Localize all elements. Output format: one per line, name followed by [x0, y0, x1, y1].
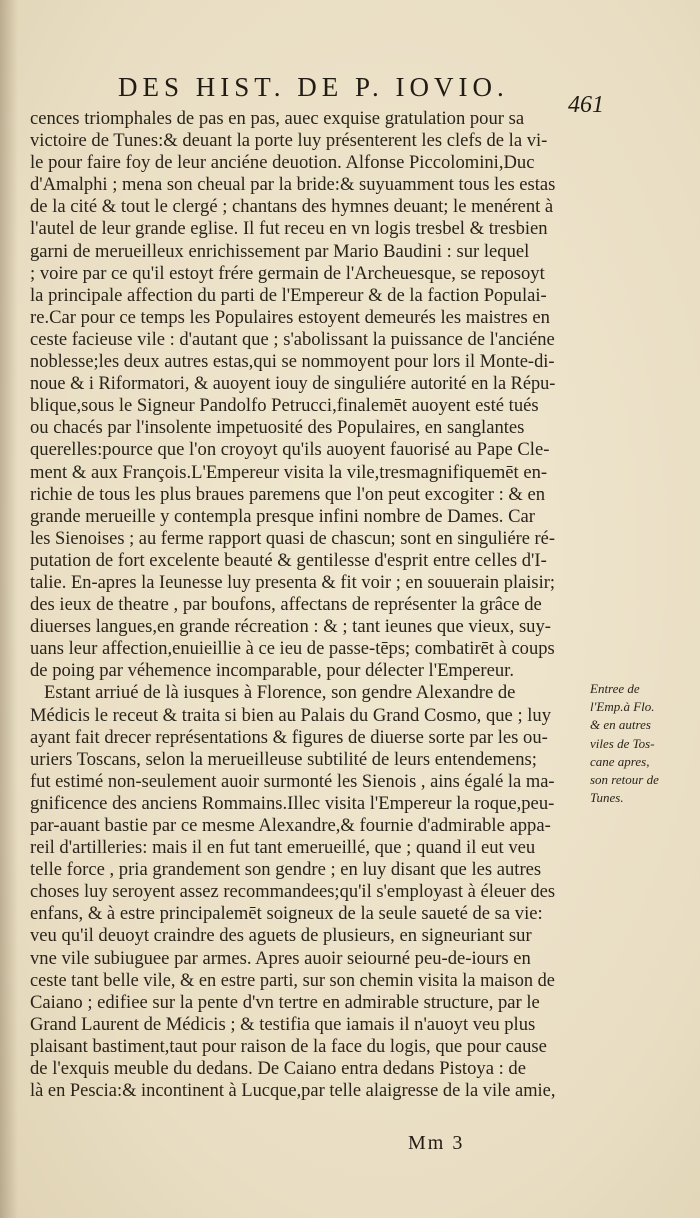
marginal-note-line: cane apres, — [590, 753, 650, 769]
text-line: uriers Toscans, selon la merueilleuse subtilité de leurs entendemens; — [30, 748, 537, 770]
text-line: l'autel de leur grande eglise. Il fut receu en vn logis tresbel & tresbien — [30, 218, 548, 240]
text-line: choses luy seroyent assez recommandees;qu'il s'employast à éleuer des — [30, 881, 556, 903]
marginal-note-line: Tunes. — [590, 790, 624, 806]
marginal-note-line: viles de Tos- — [590, 735, 655, 751]
text-line: victoire de Tunes:& deuant la porte luy présenterent les clefs de la vi- — [30, 130, 548, 152]
text-line: Estant arriué de là iusques à Florence, son gendre Alexandre de — [44, 682, 516, 704]
text-line: vne vile subiuguee par armes. Apres auoir seiourné peu-de-iours en — [30, 947, 531, 969]
text-line: Médicis le receut & traita si bien au Palais du Grand Cosmo, que ; luy — [30, 704, 552, 726]
text-line: ment & aux François.L'Empereur visita la vile,tresmagnifiquemēt en- — [30, 461, 548, 483]
text-line: richie de tous les plus braues paremens que l'on peut excogiter : & en — [30, 483, 546, 505]
page-number: 461 — [568, 92, 604, 118]
text-line: veu qu'il deuoyt craindre des aguets de plusieurs, en signeuriant sur — [30, 925, 532, 947]
running-head: DES HIST. DE P. IOVIO. — [118, 72, 509, 102]
text-line: ; voire par ce qu'il estoyt frére germain de l'Archeuesque, se reposoyt — [30, 262, 545, 284]
text-line: blique,sous le Signeur Pandolfo Petrucci,finalemēt auoyent esté tués — [30, 395, 539, 417]
text-line: ou chacés par l'insolente impetuosité des Populaires, en sanglantes — [30, 417, 525, 439]
text-line: Grand Laurent de Médicis ; & testifia que iamais il n'auoyt veu plus — [30, 1013, 536, 1035]
text-line: Caiano ; edifiee sur la pente d'vn tertre en admirable structure, par le — [30, 991, 540, 1013]
text-line: fut estimé non-seulement auoir surmonté les Sienois , ains égalé la ma- — [30, 770, 555, 792]
text-line: noblesse;les deux autres estas,qui se nommoyent pour lors il Monte-di- — [30, 351, 555, 373]
text-line: querelles:pource que l'on croyoyt qu'ils auoyent fauorisé au Pape Cle- — [30, 439, 550, 461]
text-line: de la cité & tout le clergé ; chantans des hymnes deuant; le menérent à — [30, 196, 554, 218]
text-line: gnificence des anciens Rommains.Illec visita l'Empereur la roque,peu- — [30, 792, 555, 814]
text-line: les Sienoises ; au ferme rapport quasi de chascun; sont en singuliére ré- — [30, 527, 555, 549]
text-line: d'Amalphi ; mena son cheual par la bride:& suyuamment tous les estas — [30, 174, 556, 196]
text-line: garni de merueilleux enrichissement par Mario Baudini : sur lequel — [30, 240, 530, 262]
text-line: reil d'artilleries: mais il en fut tant emerueillé, que ; quand il eut veu — [30, 837, 536, 859]
text-line: diuerses langues,en grande récreation : & ; tant ieunes que vieux, suy- — [30, 616, 551, 638]
marginal-note-line: l'Emp.à Flo. — [590, 699, 655, 715]
text-line: plaisant bastiment,taut pour raison de la face du logis, que pour cause — [30, 1035, 547, 1057]
text-line: noue & i Riformatori, & auoyent iouy de singuliére autorité en la Répu- — [30, 373, 556, 395]
signature-mark: Mm 3 — [408, 1132, 465, 1154]
text-line: de poing par véhemence incomparable, pour délecter l'Empereur. — [30, 660, 514, 682]
text-line: ceste facieuse vile : d'autant que ; s'abolissant la puissance de l'anciéne — [30, 328, 555, 350]
text-line: de l'exquis meuble du dedans. De Caiano entra dedans Pistoya : de — [30, 1058, 526, 1080]
gutter-shadow — [0, 0, 18, 1218]
marginal-note-line: & en autres — [590, 717, 651, 733]
text-line: là en Pescia:& incontinent à Lucque,par telle alaigresse de la vile amie, — [30, 1080, 556, 1102]
text-line: telle force , pria grandement son gendre ; en luy disant que les autres — [30, 859, 542, 881]
marginal-note-line: Entree de — [590, 681, 640, 696]
text-line: putation de fort excelente beauté & gentilesse d'esprit entre celles d'I- — [30, 549, 547, 571]
text-line: ayant fait drecer représentations & figures de diuerse sorte par les ou- — [30, 726, 548, 748]
body-text — [30, 108, 555, 1102]
text-line: talie. En-apres la Ieunesse luy presenta & fit voir ; en souuerain plaisir; — [30, 571, 556, 593]
text-line: grande merueille y contempla presque infini nombre de Dames. Car — [30, 505, 535, 527]
text-line: enfans, & à estre principalemēt soigneux de la seule saueté de sa vie: — [30, 903, 543, 925]
text-line: re.Car pour ce temps les Populaires estoyent demeurés les maistres en — [30, 306, 550, 328]
marginal-note-line: son retour de — [590, 772, 659, 788]
text-line: des ieux de theatre , par boufons, affectans de représenter la grâce de — [30, 594, 542, 616]
text-line: ceste tant belle vile, & en estre parti, sur son chemin visita la maison de — [30, 969, 555, 991]
marginal-note — [590, 680, 696, 807]
text-line: cences triomphales de pas en pas, auec exquise gratulation pour sa — [30, 108, 525, 129]
text-line: le pour faire foy de leur anciéne deuotion. Alfonse Piccolomini,Duc — [30, 152, 535, 174]
text-line: par-auant bastie par ce mesme Alexandre,& fournie d'admirable appa- — [30, 815, 551, 836]
text-line: la principale affection du parti de l'Empereur & de la faction Populai- — [30, 284, 547, 306]
text-line: uans leur affection,enuieillie à ce ieu de passe-tēps; combatirēt à coups — [30, 638, 555, 660]
